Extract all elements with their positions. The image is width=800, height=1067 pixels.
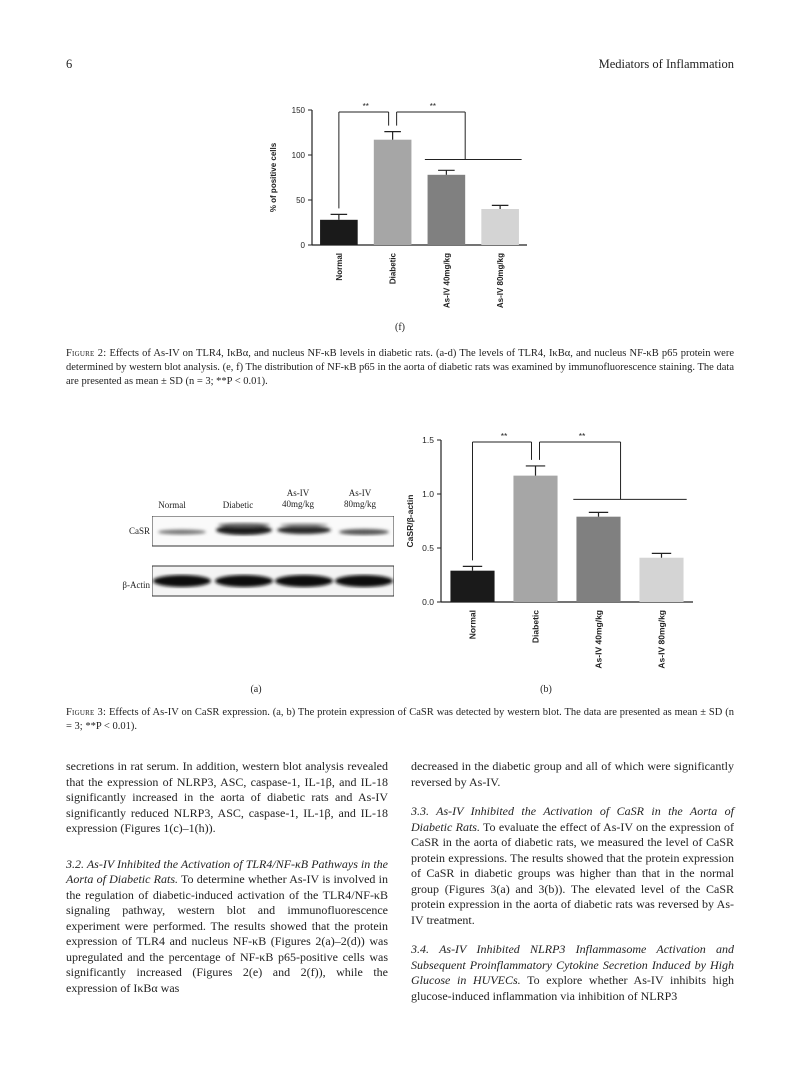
- section-3-4-text: To explore whether As-IV inhibits high glucose-induced inflammation via inhibition of NLRP3: [411, 973, 734, 1003]
- lane-label-asiv80-line2: 80mg/kg: [343, 499, 376, 509]
- casr-band-asiv80: [339, 529, 389, 535]
- bar-normal: [450, 571, 494, 602]
- bar-as-iv-80mg-kg: [481, 209, 519, 245]
- lane-label-asiv40-line1: As-IV: [286, 488, 310, 498]
- section-3-2-text: To determine whether As-IV is involved in the regulation of diabetic-induced activation of the TLR4/NF-κB signaling pathway, western blot and immunofluorescence experiment were performed. The results showed that the protein expression of TLR4 and nucleus NF-κB (Figures 2(a)–2(d)) was upregulated and the percentage of NF-κB p65-positive cells was significantly increased (Figures 2(e) and 2(f)), while the expression of IκBα was: [66, 872, 388, 995]
- lane-label-asiv40: [270, 488, 326, 510]
- figure-2-caption: [66, 347, 734, 389]
- figure-2-caption-text: Effects of As-IV on TLR4, IκBα, and nucleus NF-κB levels in diabetic rats. (a-d) The levels of TLR4, IκBα, and nucleus NF-κB p65 protein were determined by western blot analysis. (e, f) The distribution of NF-κB p65 in the aorta of diabetic rats was examined by immunofluorescence staining. The data are presented as mean ± SD (n = 3; **P < 0.01).: [66, 348, 734, 387]
- y-tick-label: 0: [300, 241, 305, 250]
- x-tick-label: Normal: [334, 253, 344, 281]
- section-3-4-title: 3.4. As-IV Inhibited NLRP3 Inflammasome Activation and Subsequent Proinflammatory Cytokine Secretion Induced by High Glucose in HUVECs.: [411, 942, 734, 987]
- left-paragraph-1: secretions in rat serum. In addition, western blot analysis revealed that the expression of NLRP3, ASC, caspase-1, IL-1β, and IL-18 significantly increased in the aorta of diabetic rats and As-IV significantly reduced NLRP3, ASC, caspase-1, IL-1β, and IL-18 expression (Figures 1(c)–1(h)).: [66, 759, 388, 835]
- actin-band-diabetic: [215, 575, 273, 587]
- sig-label: **: [500, 431, 508, 441]
- right-column: [411, 759, 734, 1004]
- lane-label-diabetic: Diabetic: [222, 500, 254, 510]
- y-tick-label: 50: [296, 196, 305, 205]
- section-3-4: [411, 942, 734, 1004]
- figure-3-caption-text: Effects of As-IV on CaSR expression. (a, b) The protein expression of CaSR was detected by western blot. The data are presented as mean ± SD (n = 3; **P < 0.01).: [66, 707, 734, 732]
- y-axis-label: CaSR/β-actin: [405, 494, 415, 548]
- y-tick-label: 1.5: [422, 435, 434, 445]
- figure-2f-panel-label: (f): [395, 322, 405, 333]
- section-3-2: [66, 857, 388, 997]
- bar-diabetic: [513, 476, 557, 602]
- lane-label-asiv80: [332, 488, 388, 510]
- x-tick-label: As-IV 80mg/kg: [656, 610, 667, 669]
- section-3-3-text: To evaluate the effect of As-IV on the expression of CaSR in the aorta of diabetic rats, we measured the level of CaSR protein expressions. The results showed that the protein expression of CaSR in diabetic groups was higher than that in the normal group (Figures 3(a) and 3(b)). The elevated level of the CaSR protein expression in the aorta of diabetic rats was reversed by As-IV treatment.: [411, 819, 734, 927]
- actin-band-asiv40: [275, 575, 333, 587]
- bar-as-iv-80mg-kg: [639, 558, 683, 602]
- figure-3-caption: [66, 706, 734, 734]
- x-tick-label: Diabetic: [530, 610, 541, 644]
- y-tick-label: 0.0: [422, 597, 434, 607]
- sig-label: **: [578, 431, 586, 441]
- figure-3b-panel-label: (b): [540, 684, 552, 695]
- casr-band-asiv40: [277, 526, 331, 534]
- section-3-3-title: 3.3. As-IV Inhibited the Activation of CaSR in the Aorta of Diabetic Rats.: [411, 804, 734, 834]
- right-paragraph-1: decreased in the diabetic group and all of which were significantly reversed by As-IV.: [411, 759, 734, 789]
- figure-3a-blot: [100, 480, 400, 610]
- bar-as-iv-40mg-kg: [428, 175, 466, 245]
- lane-label-asiv40-line2: 40mg/kg: [281, 499, 314, 509]
- x-tick-label: As-IV 80mg/kg: [496, 253, 506, 309]
- figure-3-label: Figure 3:: [66, 707, 107, 718]
- y-axis-label: % of positive cells: [269, 142, 278, 213]
- actin-band-normal: [153, 575, 211, 587]
- figure-2f-chart: [260, 95, 550, 335]
- sig-label: **: [362, 102, 369, 111]
- x-tick-label: As-IV 40mg/kg: [442, 253, 452, 309]
- bar-diabetic: [374, 140, 412, 245]
- x-tick-label: As-IV 40mg/kg: [593, 610, 604, 669]
- y-tick-label: 1.0: [422, 489, 434, 499]
- page-number: 6: [66, 57, 73, 71]
- blot-image: [152, 516, 394, 598]
- row-label-beta-actin: β-Actin: [122, 580, 150, 590]
- x-tick-label: Diabetic: [388, 253, 398, 285]
- y-tick-label: 0.5: [422, 543, 434, 553]
- figure-3b-chart: [405, 425, 705, 680]
- journal-title: Mediators of Inflammation: [598, 57, 734, 71]
- bar-as-iv-40mg-kg: [576, 517, 620, 602]
- figure-2-label: Figure 2:: [66, 348, 107, 359]
- casr-band-normal: [158, 530, 206, 535]
- lane-label-normal: Normal: [158, 500, 186, 510]
- left-column: [66, 759, 388, 996]
- x-tick-label: Normal: [467, 610, 478, 640]
- sig-label: **: [429, 102, 437, 111]
- bar-normal: [320, 220, 358, 245]
- section-3-2-title: 3.2. As-IV Inhibited the Activation of TLR4/NF-κB Pathways in the Aorta of Diabetic Rats.: [66, 856, 388, 886]
- figure-3a-panel-label: (a): [250, 684, 262, 695]
- y-tick-label: 150: [291, 106, 305, 115]
- lane-label-asiv80-line1: As-IV: [348, 488, 372, 498]
- actin-band-asiv80: [335, 575, 393, 587]
- y-tick-label: 100: [291, 151, 305, 160]
- section-3-3: [411, 804, 734, 928]
- row-label-casr: CaSR: [128, 526, 150, 536]
